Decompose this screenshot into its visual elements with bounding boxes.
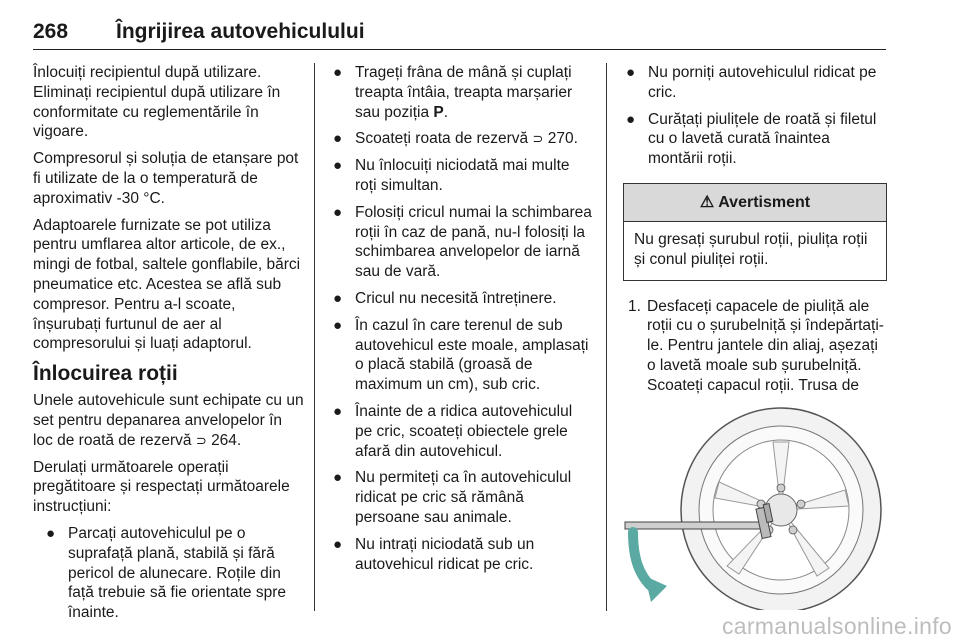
list-item [330,63,592,122]
list-item [330,402,592,461]
warning-title: Avertisment [718,193,811,211]
list-item [330,468,592,527]
list-item-text: În cazul în care terenul de sub autovehicul este moale, amplasați o placă stabilă (groasă de maximum un cm), sub cric. [355,316,589,394]
list-item-text: Nu înlocuiți niciodată mai multe roți simultan. [355,157,570,194]
page-header [33,20,886,50]
step-number: 1. [628,297,641,315]
warning-box [623,183,887,281]
bullet-icon: ● [626,110,636,128]
chapter-title: Îngrijirea autovehiculului [116,20,365,43]
list-item-text: Cricul nu necesită întreținere. [355,289,557,307]
paragraph [33,391,305,450]
page-reference-icon: ⊃ [532,131,544,147]
paragraph-text: Unele autovehicule sunt echipate cu un set pentru depanarea anvelopelor în loc de roată de rezervă [33,392,304,449]
list-item-text: Parcați autovehiculul pe o suprafață plană, stabilă și fără pericol de alunecare. Roțile din față trebuie să fie orientate spre înainte. [68,524,286,622]
column-3 [623,63,887,435]
bullet-icon: ● [333,157,343,175]
punctuation: . [443,103,449,121]
warning-icon: ⚠ [699,193,715,211]
column-2 [330,63,592,581]
bullet-icon: ● [333,535,343,553]
list-item-text: Folosiți cricul numai la schimbarea roții în caz de pană, nu-l folosiți la schimbarea anvelopelor de iarnă sau de vară. [355,203,592,281]
watermark: carmanualsonline.info [721,613,952,639]
list-item-text: Înainte de a ridica autovehiculul pe cric, scoateți obiectele grele afară din autovehicul. [355,402,573,460]
bullet-icon: ● [333,64,343,81]
bullet-icon: ● [333,469,343,487]
bullet-icon: ● [46,524,56,542]
list-item-text: Nu porniți autovehiculul ridicat pe cric. [648,64,877,101]
paragraph: Derulați următoarele operații pregătitoare și respectați următoarele instrucțiuni: [33,458,290,516]
bullet-icon: ● [333,402,343,420]
list-item [43,524,305,623]
list-item [330,535,592,575]
bullet-icon: ● [333,316,343,334]
list-item [623,63,887,103]
list-item [330,289,592,309]
bullet-icon: ● [626,64,636,81]
warning-text: Nu gresați șurubul roții, piulița roții și conul piuliței roții. [634,230,868,268]
column-divider-2 [606,63,607,611]
page-reference-icon: ⊃ [195,432,207,448]
list-item-text: Curățați piulițele de roată și filetul cu o lavetă curată înaintea montării roții. [648,110,877,168]
column-1 [33,63,305,630]
list-item-text: Nu permiteți ca în autovehiculul ridicat pe cric să rămână persoane sau animale. [355,469,572,526]
page-reference[interactable]: 264. [211,431,242,449]
list-item-text: Scoateți roata de rezervă [355,130,533,148]
list-item [623,110,887,169]
wheel-illustration [623,398,885,610]
column-divider-1 [314,63,315,611]
paragraph: Compresorul și soluția de etanșare pot fi utilizate de la o temperatură de aproximativ -30 °C. [33,150,299,207]
list-item [330,156,592,196]
section-heading: Înlocuirea roții [33,362,178,386]
warning-header [624,184,886,222]
paragraph: Adaptoarele furnizate se pot utiliza pentru umflarea altor articole, de ex., mingi de fotbal, saltele gonflabile, bărci pneumatice etc. Acestea se află sub compresor. Pentru a-l scoate, înșurubați furtunul de aer al compresorului și luați adaptorul. [33,216,301,353]
list-item [330,203,592,282]
list-item [330,316,592,395]
gear-position: P [433,103,444,121]
bullet-icon: ● [333,130,343,148]
page-number: 268 [33,20,69,43]
list-item-text: Trageți frâna de mână și cuplați treapta întâia, treapta marșarier sau poziția [355,64,573,121]
paragraph: Înlocuiți recipientul după utilizare. Eliminați recipientul după utilizare în conformitate cu reglementările în vigoare. [33,64,281,141]
list-item-text: Nu intrați niciodată sub un autovehicul ridicat pe cric. [355,535,535,573]
bullet-icon: ● [333,203,343,221]
list-item [330,129,592,149]
page-reference[interactable]: 270. [547,130,578,148]
bullet-icon: ● [333,289,343,307]
header-rule [33,49,886,50]
step-text: Desfaceți capacele de piuliță ale roții cu o șurubelniță și îndepărtați-le. Pentru jantele din aliaj, așezați o lavetă moale sub șurubelniță. Scoateți capacul roții. Trusa de [647,297,884,394]
